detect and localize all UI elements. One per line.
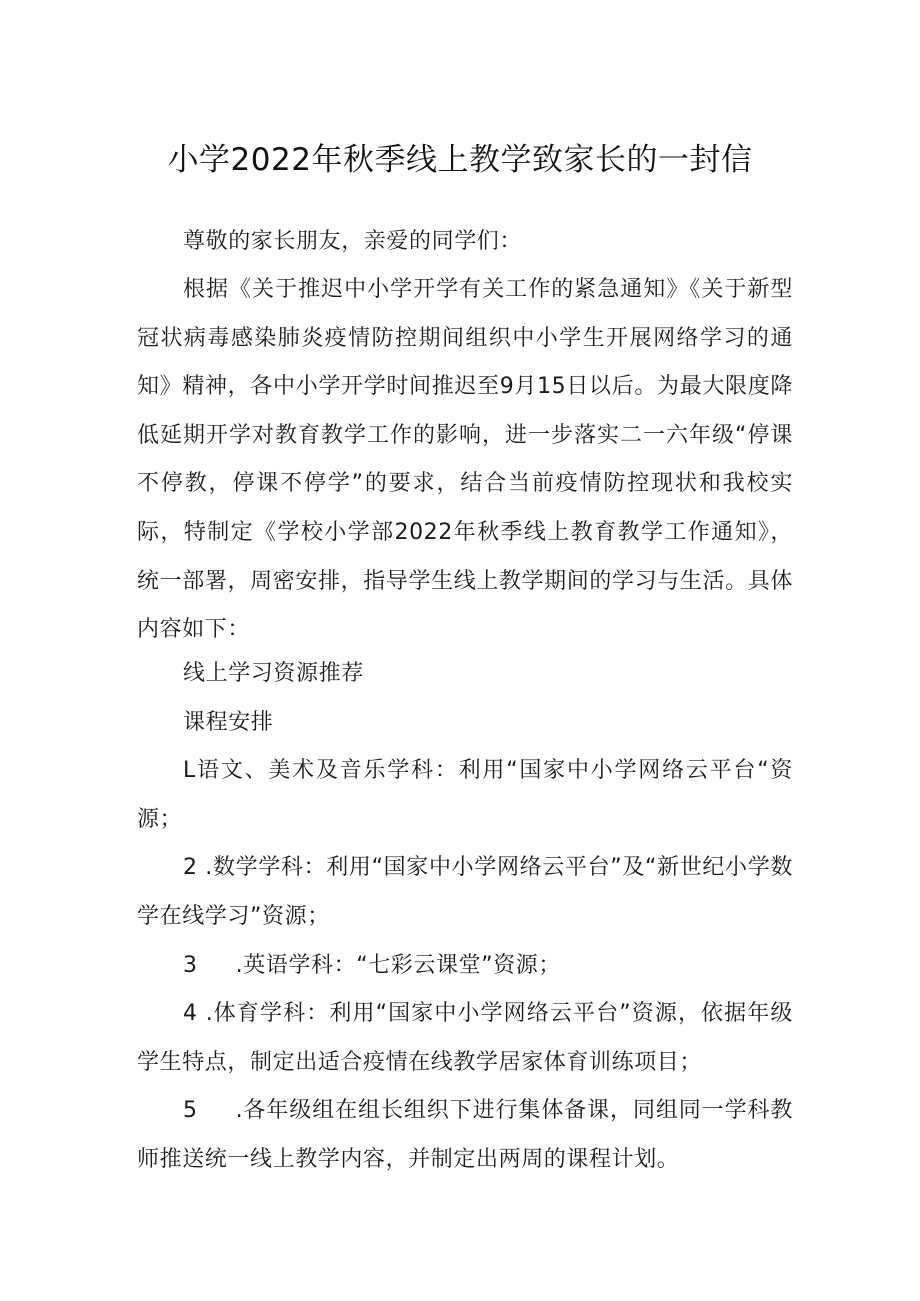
intro-paragraph-text: 根据《关于推迟中小学开学有关工作的紧急通知》《关于新型冠状病毒感染肺炎疫情防控期间组织中小学生开展网络学习的通知》精神，各中小学开学时间推迟至9月15日以后。为最大限度降低延期开学对教育教学工作的影响，进一步落实二一六年级“停课不停教，停课不停学”的要求，结合当前疫情防控现状和我校实际，特制定《学校小学部2022年秋季线上教育教学工作通知》，统一部署，周密安排，指导学生线上教学期间的学习与生活。具体内容如下： <box>137 277 793 643</box>
list-item-lesson-prep-text: .各年级组在组长组织下进行集体备课，同组同一学科教师推送统一线上教学内容，并制定出两周的课程计划。 <box>137 1098 793 1172</box>
section-heading-resources: 线上学习资源推荐 <box>183 661 364 686</box>
list-item-pe: 4 .体育学科：利用“国家中小学网络云平台”资源，依据年级学生特点，制定出适合疫情在线教学居家体育训练项目； <box>137 1001 793 1075</box>
list-item-english <box>137 942 793 991</box>
salutation <box>137 218 793 267</box>
salutation-text: 尊敬的家长朋友，亲爱的同学们： <box>183 229 523 254</box>
section-heading-schedule: 课程安排 <box>183 709 274 735</box>
list-item-english-number: 3 <box>183 952 198 978</box>
content-list <box>137 650 793 1185</box>
list-item-lesson-prep-number: 5 <box>183 1098 198 1124</box>
list-item-chinese-art-music: L语文、美术及音乐学科：利用“国家中小学网络云平台“资源； <box>137 758 793 832</box>
list-item-lesson-prep <box>137 1087 793 1184</box>
intro-paragraph <box>137 266 793 655</box>
list-item-math: 2 .数学学科：利用“国家中小学网络云平台”及“新世纪小学数学在线学习”资源； <box>137 855 793 929</box>
list-item-english-text: .英语学科：“七彩云课堂”资源； <box>235 952 561 978</box>
document-title: 小学2022年秋季线上教学致家长的一封信 <box>167 142 753 178</box>
